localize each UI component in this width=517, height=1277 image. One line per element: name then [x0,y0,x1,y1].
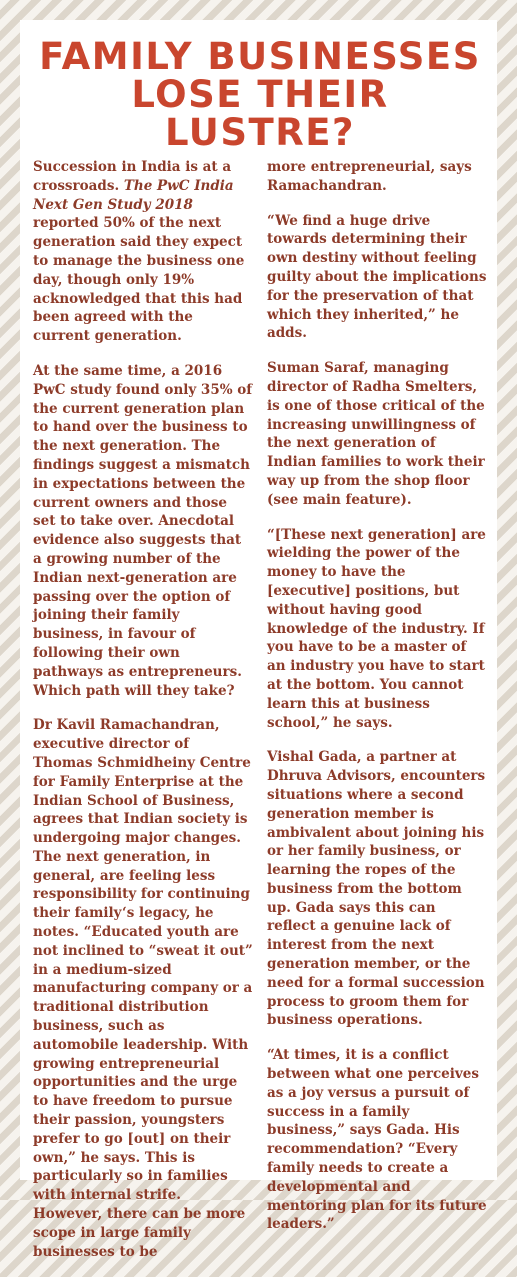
article-columns [33,158,487,1277]
paragraph-gada: Vishal Gada, a partner at Dhruva Advisors, encounters situations where a second generation member is ambivalent about joining his or her family business, or learning the ropes of the business from the bottom up. Gada says this can reflect a genuine lack of interest from the next generation member, or the need for a formal succession process to groom them for business operations. [267,749,486,1029]
study-title: The PwC India Next Gen Study 2018 [33,177,234,213]
paragraph-intro-rest: reported 50% of the next generation said they expect to manage the business one day, though only 19% acknowledged that this had been agreed with the current generation. [33,215,245,345]
paragraph-pwc-study: At the same time, a 2016 PwC study found only 35% of the current generation plan to hand over the business to the next generation. The findings suggest a mismatch in expectations between the current owners and those set to take over. Anecdotal evidence also suggests that a growing number of the Indian next-generation are passing over the option of joining their family business, in favour of following their own pathways as entrepreneurs. Which path will they take? [33,362,253,699]
headline-line-2: LOSE THEIR LUSTRE? [131,73,389,154]
left-column [33,158,253,1277]
article-card [20,20,497,1260]
paragraph-intro-lead: Succession in India is at a crossroads. [33,159,232,194]
right-column [267,158,487,1277]
paragraph-continuation: more entrepreneurial, says Ramachandran. [267,159,472,194]
paragraph-ramachandran: Dr Kavil Ramachandran, executive director of Thomas Schmidheiny Centre for Family Enterprise at the Indian School of Business, agrees that Indian society is undergoing major changes. The next generation, in general, are feeling less responsibility for continuing their family‘s legacy, he notes. “Educated youth are not inclined to “sweat it out” in a medium-sized manufacturing company or a traditional distribution business, such as automobile leadership. With growing entrepreneurial opportunities and the urge to have freedom to pursue their passion, youngsters prefer to go [out] on their own,” he says. This is particularly so in families with internal strife. However, there can be more scope in large family businesses to be [33,717,253,1260]
headline-line-1: FAMILY BUSINESSES [39,35,481,78]
paragraph-saraf: Suman Saraf, managing director of Radha Smelters, is one of those critical of the increasing unwillingness of the next generation of Indian families to work their way up from the shop floor (see main feature). [267,360,485,508]
paragraph-quote-gada: “At times, it is a conflict between what one perceives as a joy versus a pursuit of success in a family business,” says Gada. His recommendation? “Every family needs to create a developmental and mentoring plan for its future leaders.” [267,1047,487,1233]
headline [33,35,487,154]
paragraph-quote-drive: “We find a huge drive towards determining their own destiny without feeling guilty about the implications for the preservation of that which they inherited,” he adds. [267,212,487,342]
paragraph-quote-saraf: “[These next generation] are wielding the power of the money to have the [executive] positions, but without having good knowledge of the industry. If you have to be a master of an industry you have to start at the bottom. You cannot learn this at business school,” he says. [267,526,486,731]
paragraph-intro [33,158,253,346]
